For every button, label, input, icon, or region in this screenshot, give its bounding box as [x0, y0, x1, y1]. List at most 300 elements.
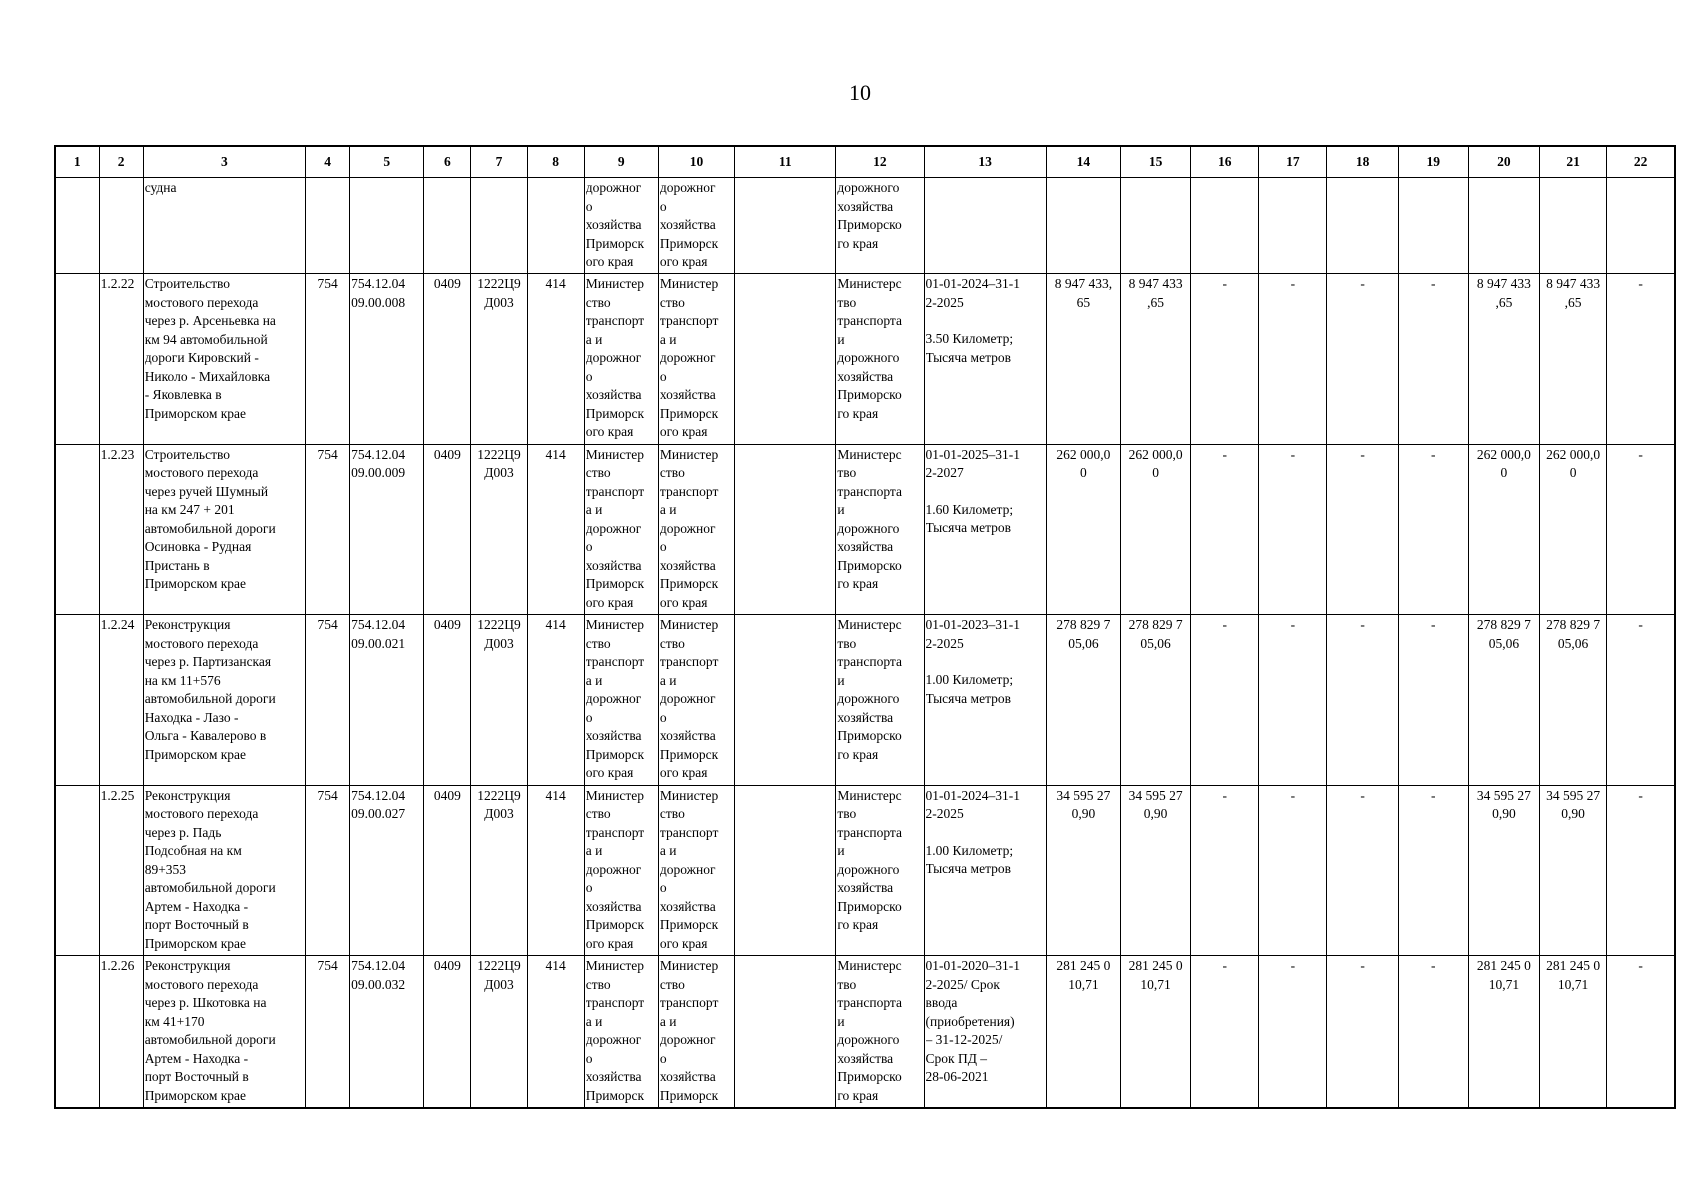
cell-col-21 — [1540, 615, 1607, 786]
cell-line: 278 829 7 — [1128, 617, 1183, 633]
cell-col-21 — [1540, 444, 1607, 615]
cell-col-8: 414 — [527, 956, 584, 1108]
cell-col-20 — [1468, 615, 1539, 786]
cell-col-4 — [306, 178, 350, 274]
cell-line: Д003 — [484, 465, 514, 481]
cell-line: 8 947 433, — [1054, 276, 1113, 292]
cell-line: Приморском крае — [144, 746, 247, 762]
cell-line: транспорта — [837, 995, 902, 1011]
cell-col-22: - — [1607, 274, 1675, 445]
cell-line: дорожного — [837, 180, 900, 195]
cell-line: Д003 — [484, 294, 514, 310]
cell-line: Министер — [585, 958, 645, 974]
cell-col-22 — [1607, 178, 1675, 274]
cell-line: 3.50 Километр; — [925, 331, 1014, 347]
cell-line: ство — [659, 976, 685, 992]
cell-line: ого края — [659, 254, 708, 269]
cell-line: ого края — [585, 594, 634, 610]
cell-line: о — [659, 709, 667, 725]
cell-line: 05,06 — [1068, 635, 1099, 651]
cell-line: ,65 — [1495, 294, 1513, 310]
cell-line: 65 — [1076, 294, 1091, 310]
cell-line: Срок ПД – — [925, 1050, 988, 1066]
cell-col-14 — [1046, 785, 1120, 956]
cell-line: Министер — [659, 276, 719, 292]
cell-line: о — [585, 198, 593, 214]
cell-line: тво — [837, 635, 857, 651]
cell-line: ого края — [585, 935, 634, 951]
cell-line: Осиновка - Рудная — [144, 539, 252, 555]
cell-col-4: 754 — [306, 615, 350, 786]
cell-col-11 — [735, 444, 836, 615]
cell-line: 1222Ц9 — [477, 787, 521, 803]
cell-col-8: 414 — [527, 785, 584, 956]
cell-line: а и — [659, 1013, 677, 1029]
cell-col-18: - — [1327, 785, 1398, 956]
cell-line: хозяйства — [585, 1069, 642, 1085]
cell-col-19: - — [1398, 444, 1468, 615]
cell-col-14 — [1046, 956, 1120, 1108]
cell-col-12 — [836, 956, 924, 1108]
cell-col-4: 754 — [306, 444, 350, 615]
cell-line: 01-01-2024–31-1 — [925, 276, 1021, 292]
cell-line: и — [837, 1013, 845, 1029]
cell-line: 281 245 0 — [1128, 958, 1183, 974]
cell-col-2: 1.2.25 — [99, 785, 143, 956]
cell-line: км 41+170 — [144, 1013, 205, 1029]
cell-line: 28-06-2021 — [925, 1069, 989, 1085]
cell-line: через ручей Шумный — [144, 483, 269, 499]
cell-line: порт Восточный в — [144, 1069, 249, 1085]
cell-col-12 — [836, 444, 924, 615]
cell-col-15 — [1121, 444, 1191, 615]
cell-col-18: - — [1327, 956, 1398, 1108]
cell-col-19: - — [1398, 785, 1468, 956]
cell-line: дорожног — [585, 861, 642, 877]
cell-line: 0 — [1080, 465, 1087, 481]
cell-col-14 — [1046, 615, 1120, 786]
cell-line: Приморском крае — [144, 405, 247, 421]
cell-col-5 — [350, 785, 424, 956]
column-header-10: 10 — [658, 146, 734, 178]
cell-col-1 — [55, 178, 99, 274]
cell-col-10 — [658, 956, 734, 1108]
cell-line: Приморск — [659, 405, 719, 421]
cell-line: – 31-12-2025/ — [925, 1032, 1003, 1048]
column-header-11: 11 — [735, 146, 836, 178]
cell-line: 34 595 27 — [1056, 787, 1111, 803]
cell-line: Министер — [659, 446, 719, 462]
cell-line: Приморск — [585, 235, 645, 251]
cell-line: Приморско — [837, 557, 902, 573]
cell-col-21 — [1540, 274, 1607, 445]
cell-line: через р. Падь — [144, 824, 222, 840]
cell-line: о — [659, 539, 667, 555]
cell-line: хозяйства — [585, 728, 642, 744]
cell-col-6: 0409 — [424, 956, 471, 1108]
cell-line: Николо - Михайловка — [144, 368, 271, 384]
cell-col-20 — [1468, 274, 1539, 445]
cell-col-6: 0409 — [424, 785, 471, 956]
cell-line: Приморск — [585, 917, 645, 933]
cell-line: дорожного — [837, 350, 900, 366]
cell-line: 1222Ц9 — [477, 446, 521, 462]
cell-col-17: - — [1259, 615, 1327, 786]
cell-line: Строительство — [144, 446, 231, 462]
cell-line: дорожног — [585, 180, 642, 195]
cell-col-1 — [55, 444, 99, 615]
cell-line: и — [837, 672, 845, 688]
cell-col-22: - — [1607, 444, 1675, 615]
cell-col-6: 0409 — [424, 274, 471, 445]
cell-line: транспорт — [659, 483, 719, 499]
cell-col-8: 414 — [527, 444, 584, 615]
cell-col-1 — [55, 956, 99, 1108]
cell-line: ого края — [585, 424, 634, 440]
cell-line: 05,06 — [1140, 635, 1171, 651]
cell-line: 01-01-2023–31-1 — [925, 617, 1021, 633]
cell-col-1 — [55, 785, 99, 956]
cell-line: Министер — [659, 617, 719, 633]
cell-col-9 — [584, 615, 658, 786]
cell-col-19: - — [1398, 615, 1468, 786]
cell-line: 10,71 — [1068, 976, 1099, 992]
cell-line: Приморско — [837, 898, 902, 914]
cell-line: и — [837, 502, 845, 518]
cell-line: а и — [659, 843, 677, 859]
table-row — [55, 178, 1675, 274]
cell-col-5 — [350, 956, 424, 1108]
cell-line: а и — [585, 502, 603, 518]
cell-col-13 — [924, 178, 1046, 274]
cell-line: дорожного — [837, 861, 900, 877]
cell-line: 10,71 — [1488, 976, 1520, 992]
cell-col-22: - — [1607, 615, 1675, 786]
column-header-9: 9 — [584, 146, 658, 178]
cell-col-7 — [471, 178, 527, 274]
cell-line: 1222Ц9 — [477, 958, 521, 974]
cell-line: Приморск — [585, 1087, 645, 1103]
cell-line: ввода — [925, 995, 958, 1011]
cell-line: Тысяча метров — [925, 349, 1012, 365]
cell-col-7 — [471, 956, 527, 1108]
cell-line: о — [659, 198, 667, 214]
cell-line: 281 245 0 — [1476, 958, 1531, 974]
cell-line: Тысяча метров — [925, 690, 1012, 706]
cell-col-5 — [350, 178, 424, 274]
column-header-19: 19 — [1398, 146, 1468, 178]
cell-col-12 — [836, 615, 924, 786]
cell-line: а и — [585, 1013, 603, 1029]
cell-gap — [926, 483, 1045, 501]
cell-col-7 — [471, 785, 527, 956]
cell-line: хозяйства — [659, 387, 716, 403]
cell-line: 09.00.009 — [351, 465, 406, 481]
cell-line: тво — [837, 806, 857, 822]
cell-col-16: - — [1191, 785, 1259, 956]
cell-line: 0,90 — [1143, 806, 1168, 822]
cell-line: Артем - Находка - — [144, 898, 249, 914]
cell-line: ство — [585, 465, 611, 481]
cell-line: на км 11+576 — [144, 672, 221, 688]
cell-line: 754.12.04 — [351, 787, 406, 803]
cell-line: 8 947 433 — [1546, 276, 1601, 292]
cell-col-4: 754 — [306, 956, 350, 1108]
cell-line: 0 — [1152, 465, 1159, 481]
cell-line: мостового перехода — [144, 976, 259, 992]
cell-line: Находка - Лазо - — [144, 709, 239, 725]
cell-col-11 — [735, 274, 836, 445]
cell-col-20 — [1468, 956, 1539, 1108]
cell-line: 01-01-2020–31-1 — [925, 958, 1021, 974]
cell-col-12 — [836, 178, 924, 274]
cell-line: Приморском крае — [144, 1087, 247, 1103]
cell-gap — [926, 312, 1045, 330]
cell-col-5 — [350, 615, 424, 786]
cell-line: Тысяча метров — [925, 520, 1012, 536]
cell-line: дорожного — [837, 691, 900, 707]
cell-line: дорожног — [585, 520, 642, 536]
cell-line: Приморск — [659, 235, 719, 251]
column-header-21: 21 — [1540, 146, 1607, 178]
table-row — [55, 444, 1675, 615]
cell-line: 281 245 0 — [1056, 958, 1111, 974]
cell-col-2: 1.2.26 — [99, 956, 143, 1108]
cell-line: хозяйства — [659, 557, 716, 573]
cell-line: хозяйства — [659, 1069, 716, 1085]
cell-line: 2-2025 — [925, 635, 964, 651]
cell-line: 278 829 7 — [1056, 617, 1111, 633]
cell-line: дорожног — [659, 180, 716, 195]
cell-line: дорожног — [659, 1032, 716, 1048]
cell-line: го края — [837, 576, 879, 592]
cell-col-17: - — [1259, 274, 1327, 445]
cell-col-3 — [143, 615, 305, 786]
cell-line: ство — [659, 806, 685, 822]
cell-line: Д003 — [484, 976, 514, 992]
cell-line: мостового перехода — [144, 806, 259, 822]
cell-col-19: - — [1398, 274, 1468, 445]
cell-col-20 — [1468, 444, 1539, 615]
cell-line: 281 245 0 — [1546, 958, 1601, 974]
cell-line: дорожног — [585, 1032, 642, 1048]
cell-col-2: 1.2.23 — [99, 444, 143, 615]
cell-col-6 — [424, 178, 471, 274]
cell-line: дорожног — [659, 520, 716, 536]
cell-line: 0 — [1500, 465, 1508, 481]
cell-col-22: - — [1607, 956, 1675, 1108]
cell-line: хозяйства — [585, 898, 642, 914]
column-header-12: 12 — [836, 146, 924, 178]
cell-line: хозяйства — [585, 387, 642, 403]
cell-col-6: 0409 — [424, 615, 471, 786]
cell-col-3 — [143, 956, 305, 1108]
cell-line: 754.12.04 — [351, 276, 406, 292]
cell-col-14 — [1046, 274, 1120, 445]
cell-line: Приморско — [837, 1069, 902, 1085]
cell-col-19 — [1398, 178, 1468, 274]
cell-line: 09.00.021 — [351, 635, 406, 651]
cell-line: дорожног — [659, 691, 716, 707]
cell-col-17: - — [1259, 785, 1327, 956]
cell-line: транспорта — [837, 313, 902, 329]
cell-line: ство — [585, 976, 611, 992]
cell-col-10 — [658, 178, 734, 274]
cell-line: Реконструкция — [144, 787, 231, 803]
cell-line: 754.12.04 — [351, 617, 406, 633]
column-header-18: 18 — [1327, 146, 1398, 178]
cell-line: 8 947 433 — [1128, 276, 1183, 292]
cell-col-11 — [735, 178, 836, 274]
cell-line: а и — [659, 331, 677, 347]
cell-col-15 — [1121, 178, 1191, 274]
cell-col-18 — [1327, 178, 1398, 274]
cell-line: го края — [837, 405, 879, 421]
cell-line: а и — [659, 672, 677, 688]
cell-col-15 — [1121, 615, 1191, 786]
cell-line: тво — [837, 294, 857, 310]
cell-line: автомобильной дороги — [144, 880, 276, 896]
cell-line: 262 000,0 — [1128, 446, 1183, 462]
cell-line: транспорт — [659, 995, 719, 1011]
cell-line: ого края — [585, 254, 634, 269]
cell-col-4: 754 — [306, 785, 350, 956]
cell-line: мостового перехода — [144, 635, 259, 651]
column-header-3: 3 — [143, 146, 305, 178]
cell-line: о — [585, 539, 593, 555]
cell-line: дорожног — [659, 350, 716, 366]
cell-line: 2-2025 — [925, 294, 964, 310]
cell-line: дорожног — [659, 861, 716, 877]
cell-line: го края — [837, 235, 879, 251]
cell-line: Тысяча метров — [925, 861, 1012, 877]
cell-line: 2-2027 — [925, 465, 964, 481]
cell-line: дорожного — [837, 1032, 900, 1048]
cell-line: 278 829 7 — [1546, 617, 1601, 633]
cell-line: хозяйства — [837, 198, 894, 214]
cell-line: дорожного — [837, 520, 900, 536]
cell-line: 754.12.04 — [351, 958, 406, 974]
cell-col-9 — [584, 178, 658, 274]
cell-line: о — [659, 1050, 667, 1066]
cell-line: хозяйства — [837, 1050, 894, 1066]
cell-col-9 — [584, 785, 658, 956]
table-row — [55, 785, 1675, 956]
cell-line: через р. Партизанская — [144, 654, 272, 670]
cell-line: хозяйства — [585, 217, 642, 232]
column-header-6: 6 — [424, 146, 471, 178]
cell-line: ,65 — [1147, 294, 1165, 310]
cell-col-14 — [1046, 444, 1120, 615]
page-number: 10 — [849, 80, 871, 105]
cell-line: и — [837, 843, 845, 859]
cell-line: 1.60 Километр; — [925, 501, 1014, 517]
cell-line: 34 595 27 — [1128, 787, 1183, 803]
cell-col-2: 1.2.22 — [99, 274, 143, 445]
cell-line: Министерс — [837, 446, 902, 462]
cell-line: ство — [659, 465, 685, 481]
cell-line: ство — [659, 294, 685, 310]
cell-col-13 — [924, 615, 1046, 786]
cell-col-11 — [735, 956, 836, 1108]
cell-line: 1222Ц9 — [477, 276, 521, 292]
cell-line: хозяйства — [659, 728, 716, 744]
cell-line: 34 595 27 — [1546, 787, 1601, 803]
cell-line: Министер — [585, 617, 645, 633]
cell-line: автомобильной дороги — [144, 691, 276, 707]
cell-col-10 — [658, 444, 734, 615]
cell-col-3 — [143, 785, 305, 956]
cell-col-18: - — [1327, 444, 1398, 615]
cell-line: ого края — [659, 765, 708, 781]
cell-line: о — [585, 1050, 593, 1066]
cell-line: хозяйства — [659, 898, 716, 914]
cell-line: дорожног — [585, 691, 642, 707]
cell-line: Ольга - Кавалерово в — [144, 728, 267, 744]
cell-line: - Яковлевка в — [144, 387, 222, 403]
cell-line: мостового перехода — [144, 294, 259, 310]
cell-line: ого края — [585, 765, 634, 781]
cell-col-1 — [55, 274, 99, 445]
cell-col-1 — [55, 615, 99, 786]
column-header-1: 1 — [55, 146, 99, 178]
cell-line: а и — [585, 843, 603, 859]
cell-col-15 — [1121, 956, 1191, 1108]
cell-line: на км 247 + 201 — [144, 502, 235, 518]
cell-line: 262 000,0 — [1056, 446, 1111, 462]
cell-col-8: 414 — [527, 274, 584, 445]
cell-line: Приморск — [659, 746, 719, 762]
cell-line: через р. Арсеньевка на — [144, 313, 276, 329]
cell-line: го края — [837, 917, 879, 933]
cell-line: а и — [585, 331, 603, 347]
cell-col-17 — [1259, 178, 1327, 274]
cell-line: Приморск — [585, 576, 645, 592]
cell-col-7 — [471, 615, 527, 786]
cell-line: транспорта — [837, 824, 902, 840]
cell-line: транспорт — [585, 654, 645, 670]
cell-col-16: - — [1191, 274, 1259, 445]
cell-col-17: - — [1259, 956, 1327, 1108]
cell-line: Министерс — [837, 958, 902, 974]
cell-line: 262 000,0 — [1476, 446, 1531, 462]
cell-line: ство — [659, 635, 685, 651]
cell-line: транспорта — [837, 654, 902, 670]
cell-line: 0,90 — [1492, 806, 1516, 822]
cell-col-16 — [1191, 178, 1259, 274]
cell-col-22: - — [1607, 785, 1675, 956]
cell-line: 0,90 — [1561, 806, 1585, 822]
cell-line: дорожног — [585, 350, 642, 366]
cell-col-12 — [836, 274, 924, 445]
cell-col-3 — [143, 274, 305, 445]
cell-line: Министерс — [837, 617, 902, 633]
cell-col-2: 1.2.24 — [99, 615, 143, 786]
cell-line: ство — [585, 635, 611, 651]
cell-col-3 — [143, 444, 305, 615]
cell-line: о — [659, 880, 667, 896]
cell-col-21 — [1540, 956, 1607, 1108]
cell-line: го края — [837, 746, 879, 762]
cell-line: ,65 — [1564, 294, 1582, 310]
cell-line: Реконструкция — [144, 958, 231, 974]
cell-line: о — [659, 368, 667, 384]
cell-col-10 — [658, 785, 734, 956]
cell-line: Д003 — [484, 806, 514, 822]
cell-col-20 — [1468, 178, 1539, 274]
cell-line: 8 947 433 — [1476, 276, 1531, 292]
cell-line: о — [585, 368, 593, 384]
